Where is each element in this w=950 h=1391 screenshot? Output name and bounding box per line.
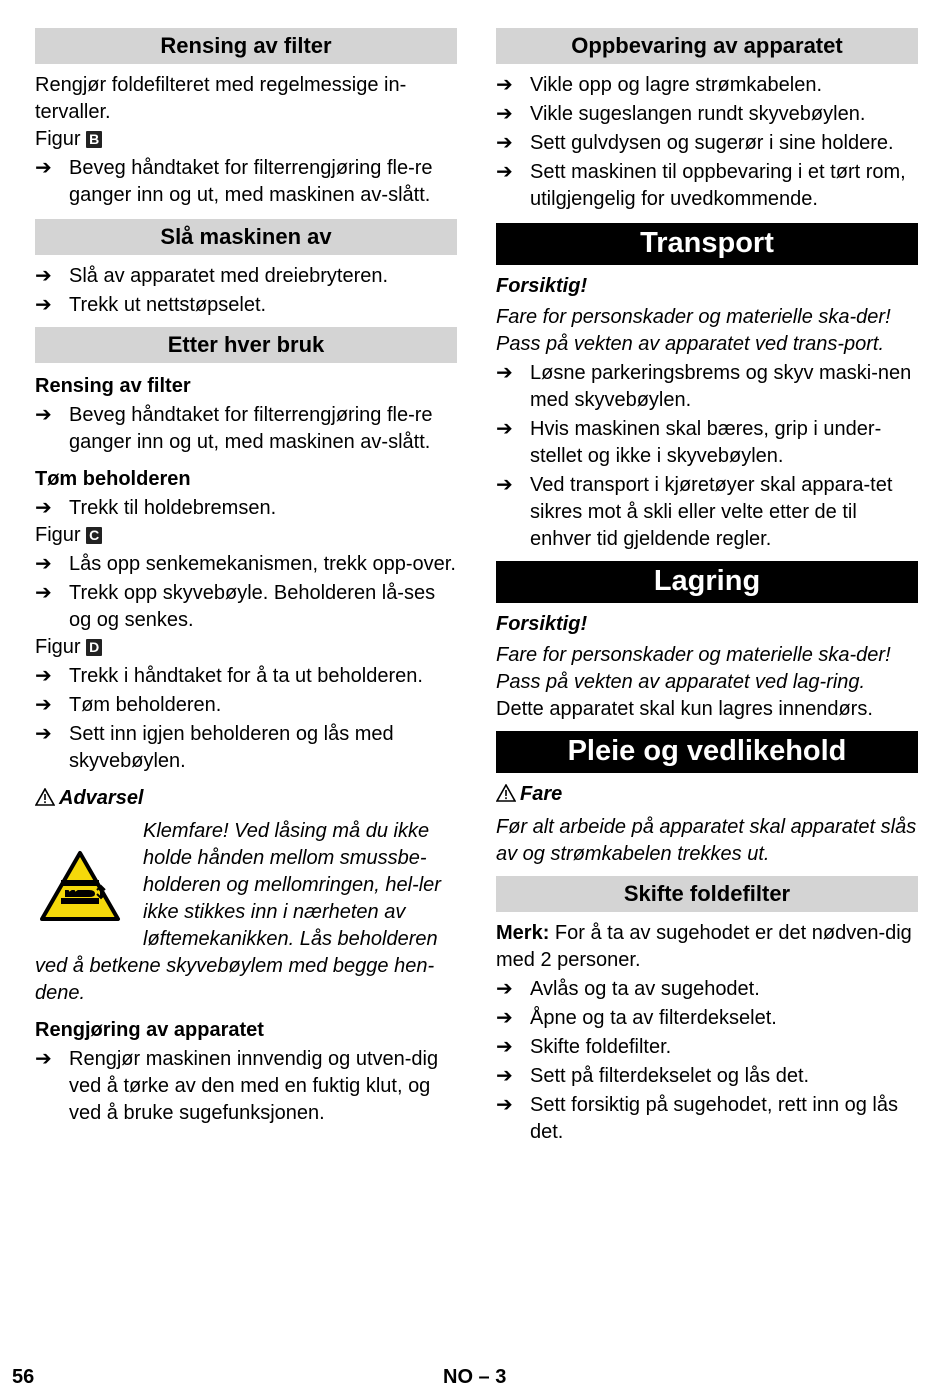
right-arrow-icon: ➔ [35, 265, 52, 287]
right-arrow-icon: ➔ [496, 978, 513, 1000]
left-column [35, 28, 457, 1127]
list-item: ➔ Ved transport i kjøretøyer skal appara-tet sikres mot å skli eller velte etter de til enhver tid gjeldende regler. [496, 474, 893, 550]
subheading-rengjoring-av-apparatet: Rengjøring av apparatet [35, 1019, 264, 1041]
section-code: NO – 3 [443, 1366, 507, 1388]
list-item: ➔ Trekk til holdebremsen. [35, 495, 457, 522]
right-arrow-icon: ➔ [35, 404, 52, 426]
figure-letter-badge: B [86, 131, 102, 148]
right-arrow-icon: ➔ [496, 362, 513, 384]
heading-skifte-foldefilter: Skifte foldefilter [496, 876, 918, 912]
list-item: ➔ Sett maskinen til oppbevaring i et tørt rom, utilgjengelig for uvedkommende. [496, 161, 906, 210]
right-arrow-icon: ➔ [496, 1065, 513, 1087]
heading-lagring: Lagring [496, 561, 918, 603]
figure-reference: Figur B [35, 126, 457, 153]
list-item: ➔ Trekk ut nettstøpselet. [35, 292, 457, 319]
list-item: ➔ Hvis maskinen skal bæres, grip i under-stellet og ikke i skyvebøylen. [496, 418, 882, 467]
list-item: ➔ Avlås og ta av sugehodet. [496, 976, 918, 1003]
right-arrow-icon: ➔ [496, 161, 513, 183]
heading-transport: Transport [496, 223, 918, 265]
right-arrow-icon: ➔ [496, 103, 513, 125]
right-arrow-icon: ➔ [35, 497, 52, 519]
page-number: 56 [12, 1366, 35, 1388]
figure-reference: Figur D [35, 634, 457, 661]
right-arrow-icon: ➔ [496, 1007, 513, 1029]
list-item: ➔ Trekk opp skyvebøyle. Beholderen lå-ses og og senkes. [35, 582, 436, 631]
danger-text: Før alt arbeide på apparatet skal apparatet slås av og strømkabelen trekkes ut. [496, 816, 917, 865]
right-arrow-icon: ➔ [35, 1048, 52, 1070]
right-arrow-icon: ➔ [496, 1094, 513, 1116]
list-item: ➔ Vikle opp og lagre strømkabelen. [496, 72, 918, 99]
heading-oppbevaring-av-apparatet: Oppbevaring av apparatet [496, 28, 918, 64]
list-item: ➔ Beveg håndtaket for filterrengjøring fle-re ganger inn og ut, med maskinen av-slått. [35, 157, 433, 206]
paragraph: Rengjør foldefilteret med regelmessige in-tervaller. [35, 74, 407, 123]
caution-label: Forsiktig! [496, 275, 588, 297]
warning-body: Klemfare! Ved låsing må du ikke holde hånden mellom smussbe-holderen og mellomringen, hel-ler ikke stikkes inn i nærheten av løftemekanikken. Lås beholderen ved å betkene skyvebøylem med begge hen-dene. [35, 820, 441, 1004]
right-arrow-icon: ➔ [35, 553, 52, 575]
hand-crush-hazard-icon [39, 850, 121, 922]
list-item: ➔ Rengjør maskinen innvendig og utven-dig ved å tørke av den med en fuktig klut, og ved å bruke sugefunksjonen. [35, 1048, 439, 1124]
list-item: ➔ Beveg håndtaket for filterrengjøring fle-re ganger inn og ut, med maskinen av-slått. [35, 404, 433, 453]
warning-triangle-icon [35, 787, 59, 814]
caution-text: Fare for personskader og materielle ska-der! Pass på vekten av apparatet ved trans-port. [496, 306, 891, 355]
figure-reference: Figur C [35, 522, 457, 549]
warning-heading: Advarsel [35, 785, 457, 814]
list-item: ➔ Trekk i håndtaket for å ta ut beholderen. [35, 663, 457, 690]
list-item: ➔ Sett forsiktig på sugehodet, rett inn og lås det. [496, 1094, 898, 1143]
right-arrow-icon: ➔ [496, 418, 513, 440]
list-item: ➔ Slå av apparatet med dreiebryteren. [35, 263, 457, 290]
list-item: ➔ Sett på filterdekselet og lås det. [496, 1063, 918, 1090]
caution-text: Fare for personskader og materielle ska-der! Pass på vekten av apparatet ved lag-ring. [496, 644, 891, 693]
list-item: ➔ Sett inn igjen beholderen og lås med skyvebøylen. [35, 723, 394, 772]
right-arrow-icon: ➔ [35, 723, 52, 745]
right-arrow-icon: ➔ [496, 474, 513, 496]
right-arrow-icon: ➔ [496, 74, 513, 96]
list-item: ➔ Skifte foldefilter. [496, 1034, 918, 1061]
heading-pleie-og-vedlikehold: Pleie og vedlikehold [496, 731, 918, 773]
heading-etter-hver-bruk: Etter hver bruk [35, 327, 457, 363]
subheading-tom-beholderen: Tøm beholderen [35, 468, 191, 490]
subheading-rensing-av-filter: Rensing av filter [35, 375, 191, 397]
warning-triangle-icon [496, 783, 520, 810]
list-item: ➔ Sett gulvdysen og sugerør i sine holdere. [496, 130, 918, 157]
heading-sla-maskinen-av: Slå maskinen av [35, 219, 457, 255]
paragraph: Dette apparatet skal kun lagres innendørs. [496, 698, 873, 720]
note-paragraph: Merk: For å ta av sugehodet er det nødven-dig med 2 personer. [496, 922, 912, 971]
list-item: ➔ Lås opp senkemekanismen, trekk opp-over. [35, 551, 457, 578]
right-arrow-icon: ➔ [35, 294, 52, 316]
figure-letter-badge: D [86, 639, 102, 656]
figure-letter-badge: C [86, 527, 102, 544]
right-column [496, 28, 918, 1146]
right-arrow-icon: ➔ [35, 665, 52, 687]
list-item: ➔ Tøm beholderen. [35, 692, 457, 719]
right-arrow-icon: ➔ [35, 582, 52, 604]
right-arrow-icon: ➔ [496, 132, 513, 154]
danger-heading: Fare [496, 781, 918, 810]
list-item: ➔ Åpne og ta av filterdekselet. [496, 1005, 918, 1032]
note-label: Merk: [496, 922, 550, 944]
right-arrow-icon: ➔ [496, 1036, 513, 1058]
right-arrow-icon: ➔ [35, 157, 52, 179]
list-item: ➔ Vikle sugeslangen rundt skyvebøylen. [496, 101, 918, 128]
right-arrow-icon: ➔ [35, 694, 52, 716]
list-item: ➔ Løsne parkeringsbrems og skyv maski-nen med skyvebøylen. [496, 362, 912, 411]
heading-rensing-av-filter: Rensing av filter [35, 28, 457, 64]
caution-label: Forsiktig! [496, 613, 588, 635]
